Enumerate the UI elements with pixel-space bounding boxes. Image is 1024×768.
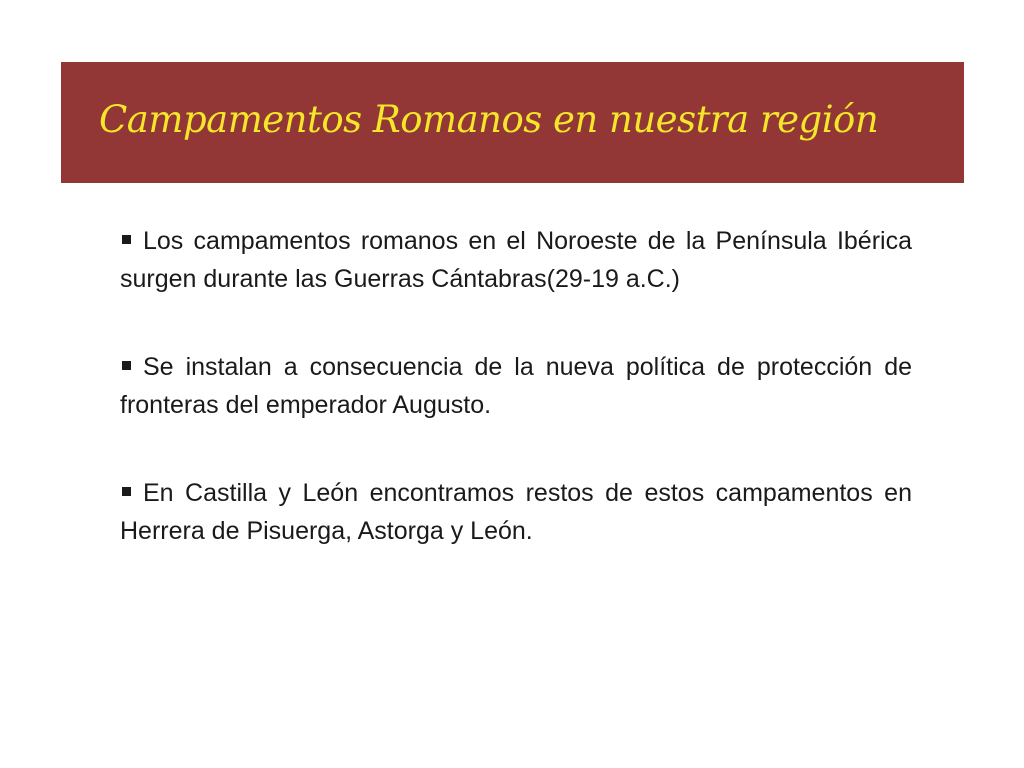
bullet-item bbox=[120, 222, 912, 298]
bullet-text: En Castilla y León encontramos restos de estos campamentos en Herrera de Pisuerga, Astorga y León. bbox=[120, 479, 912, 545]
square-bullet-icon bbox=[122, 235, 131, 244]
bullet-item bbox=[120, 474, 912, 550]
bullet-text: Se instalan a consecuencia de la nueva política de protección de fronteras del emperador Augusto. bbox=[120, 353, 912, 419]
title-bar bbox=[61, 62, 964, 183]
square-bullet-icon bbox=[122, 487, 131, 496]
slide-title: Campamentos Romanos en nuestra región bbox=[99, 98, 879, 141]
bullet-text: Los campamentos romanos en el Noroeste de la Península Ibérica surgen durante las Guerras Cántabras(29-19 a.C.) bbox=[120, 227, 912, 293]
bullet-list bbox=[120, 222, 912, 600]
square-bullet-icon bbox=[122, 361, 131, 370]
bullet-item bbox=[120, 348, 912, 424]
